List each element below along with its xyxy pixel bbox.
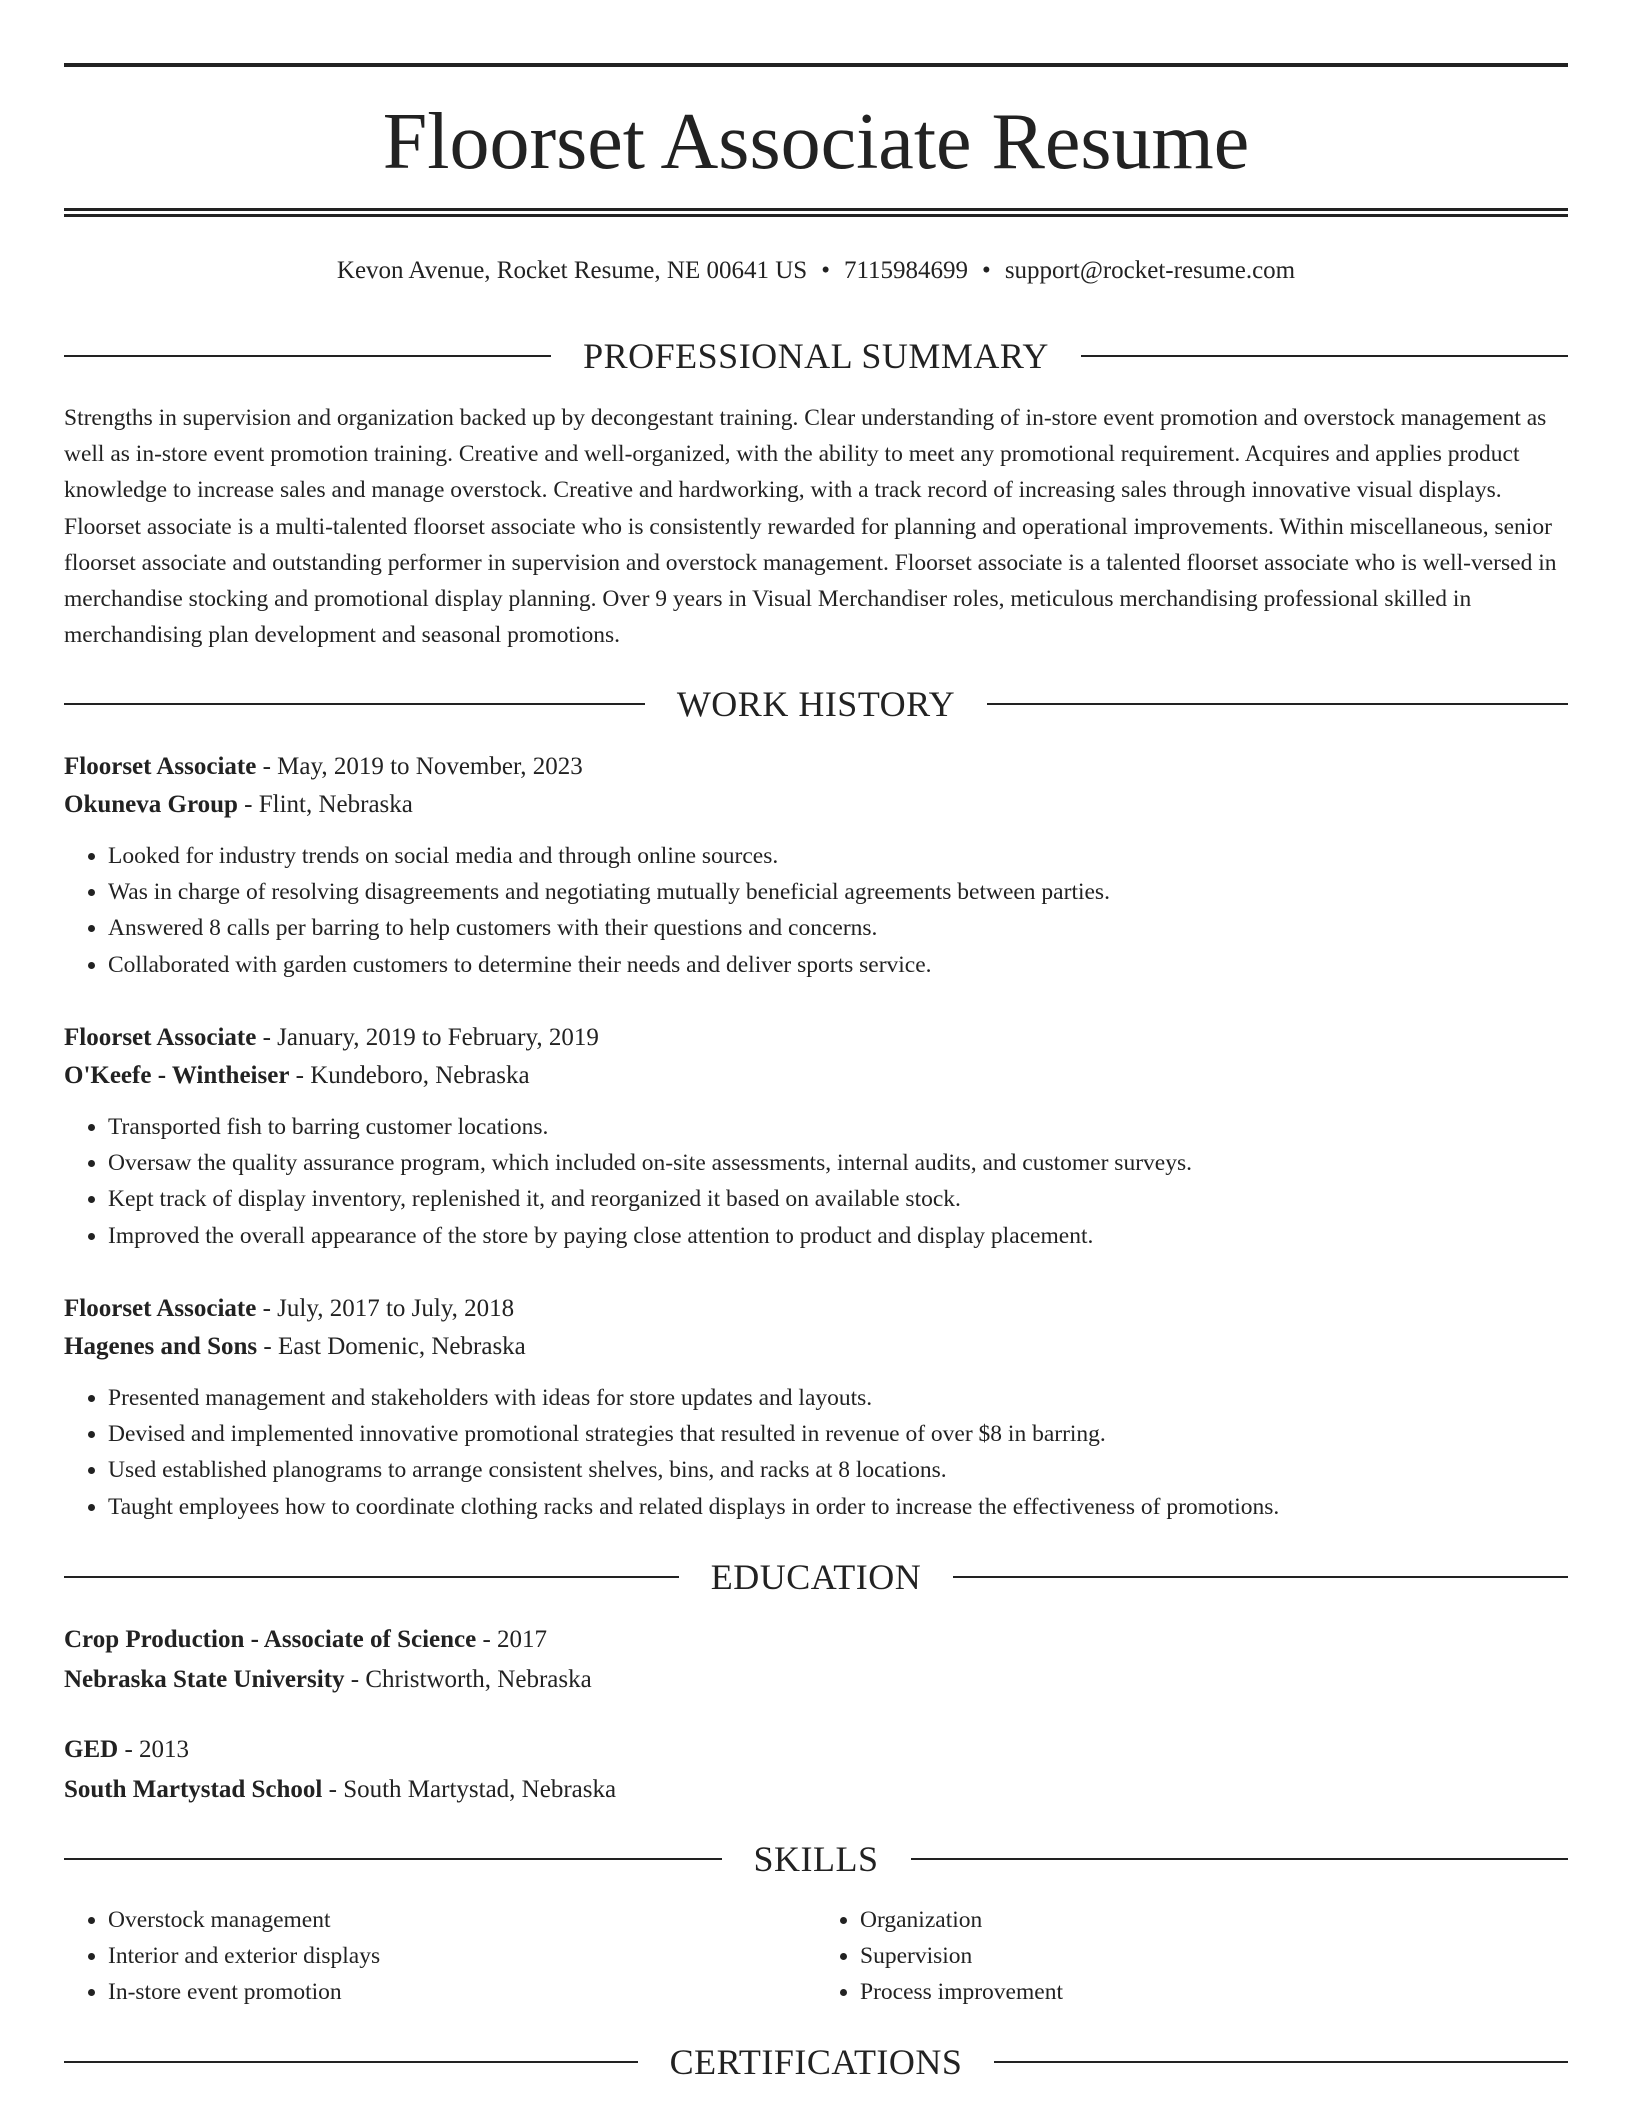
contact-line bbox=[64, 256, 1568, 286]
section-header-work bbox=[64, 684, 1568, 724]
section-title-skills: SKILLS bbox=[753, 1839, 879, 1879]
job-title: Floorset Associate bbox=[64, 1295, 257, 1322]
section-header-summary bbox=[64, 336, 1568, 376]
contact-separator: • bbox=[821, 257, 830, 284]
top-rule bbox=[64, 63, 1568, 67]
job-bullets bbox=[64, 1380, 1568, 1525]
section-rule bbox=[994, 2061, 1568, 2063]
section-title-summary: PROFESSIONAL SUMMARY bbox=[583, 336, 1049, 376]
job-bullets bbox=[64, 838, 1568, 983]
summary-paragraph: Strengths in supervision and organization backed up by decongestant training. Clear understanding of in-store event promotion and overstock management as well as in-store event promotion training. Creative and well-organized, with the ability to meet any promotional requirement. Acquires and applies product knowledge to increase sales and manage overstock. Creative and hardworking, with a track record of increasing sales through innovative visual displays. Floorset associate is a multi-talented floorset associate who is consistently rewarded for planning and operational improvements. Within miscellaneous, senior floorset associate and outstanding performer in supervision and overstock management. Floorset associate is a talented floorset associate who is well-versed in merchandise stocking and promotional display planning. Over 9 years in Visual Merchandiser roles, meticulous merchandising professional skilled in merchandising plan development and seasonal promotions. bbox=[64, 405, 1557, 649]
job-company: Okuneva Group bbox=[64, 791, 238, 818]
list-item: • Used established planograms to arrange consistent shelves, bins, and racks at 8 locations. bbox=[108, 1452, 1568, 1488]
edu-school-line bbox=[64, 1770, 1568, 1810]
job-entry bbox=[64, 748, 1568, 983]
education-entry bbox=[64, 1730, 1568, 1810]
edu-degree: Crop Production - Associate of Science bbox=[64, 1626, 477, 1653]
job-company: O'Keefe - Wintheiser bbox=[64, 1062, 290, 1089]
edu-location: - Christworth, Nebraska bbox=[344, 1666, 592, 1693]
section-title-certifications: CERTIFICATIONS bbox=[669, 2042, 963, 2082]
list-item: • Devised and implemented innovative promotional strategies that resulted in revenue of over $8 in barring. bbox=[108, 1416, 1568, 1452]
section-title-work: WORK HISTORY bbox=[676, 684, 956, 724]
edu-year: - 2017 bbox=[476, 1626, 548, 1653]
job-title-line bbox=[64, 748, 1568, 786]
section-rule bbox=[911, 1858, 1569, 1860]
skills-column-right bbox=[816, 1902, 1568, 2011]
title-double-rule bbox=[64, 208, 1568, 217]
list-item: • Supervision bbox=[860, 1938, 1568, 1974]
page-title: Floorset Associate Resume bbox=[382, 98, 1250, 186]
section-rule bbox=[64, 703, 645, 705]
list-item: • In-store event promotion bbox=[108, 1974, 816, 2010]
job-location: - Flint, Nebraska bbox=[237, 791, 413, 818]
edu-degree-line bbox=[64, 1730, 1568, 1770]
job-entry bbox=[64, 1290, 1568, 1525]
list-item: • Overstock management bbox=[108, 1902, 816, 1938]
job-dates: - May, 2019 to November, 2023 bbox=[256, 753, 583, 780]
section-header-certifications bbox=[64, 2042, 1568, 2082]
job-title-line bbox=[64, 1290, 1568, 1328]
job-company-line bbox=[64, 1057, 1568, 1095]
job-company-line bbox=[64, 786, 1568, 824]
list-item: • Interior and exterior displays bbox=[108, 1938, 816, 1974]
section-rule bbox=[987, 703, 1568, 705]
job-dates: - July, 2017 to July, 2018 bbox=[256, 1295, 515, 1322]
list-item: • Looked for industry trends on social media and through online sources. bbox=[108, 838, 1568, 874]
edu-school-line bbox=[64, 1660, 1568, 1700]
contact-separator: • bbox=[982, 257, 991, 284]
edu-school: South Martystad School bbox=[64, 1776, 323, 1803]
job-dates: - January, 2019 to February, 2019 bbox=[256, 1024, 599, 1051]
contact-email: support@rocket-resume.com bbox=[1004, 257, 1296, 284]
job-title: Floorset Associate bbox=[64, 1024, 257, 1051]
skills-column-left bbox=[64, 1902, 816, 2011]
list-item: • Presented management and stakeholders with ideas for store updates and layouts. bbox=[108, 1380, 1568, 1416]
list-item: • Taught employees how to coordinate clothing racks and related displays in order to increase the effectiveness of promotions. bbox=[108, 1489, 1568, 1525]
job-bullets bbox=[64, 1109, 1568, 1254]
section-header-skills bbox=[64, 1839, 1568, 1879]
section-rule bbox=[64, 1576, 679, 1578]
edu-year: - 2013 bbox=[118, 1736, 190, 1763]
section-rule bbox=[64, 1858, 722, 1860]
job-entry bbox=[64, 1019, 1568, 1254]
list-item: • Transported fish to barring customer locations. bbox=[108, 1109, 1568, 1145]
job-company-line bbox=[64, 1328, 1568, 1366]
section-rule bbox=[1081, 355, 1568, 357]
list-item: • Answered 8 calls per barring to help customers with their questions and concerns. bbox=[108, 910, 1568, 946]
section-title-education: EDUCATION bbox=[710, 1557, 922, 1597]
skills-list bbox=[64, 1902, 1568, 2011]
education-entry bbox=[64, 1620, 1568, 1700]
list-item: • Process improvement bbox=[860, 1974, 1568, 2010]
edu-location: - South Martystad, Nebraska bbox=[322, 1776, 617, 1803]
edu-degree: GED bbox=[64, 1736, 119, 1763]
contact-phone: 7115984699 bbox=[843, 257, 969, 284]
list-item: • Improved the overall appearance of the store by paying close attention to product and display placement. bbox=[108, 1218, 1568, 1254]
edu-school: Nebraska State University bbox=[64, 1666, 345, 1693]
job-location: - Kundeboro, Nebraska bbox=[289, 1062, 530, 1089]
list-item: • Kept track of display inventory, replenished it, and reorganized it based on available stock. bbox=[108, 1181, 1568, 1217]
list-item: • Collaborated with garden customers to determine their needs and deliver sports service. bbox=[108, 947, 1568, 983]
section-header-education bbox=[64, 1557, 1568, 1597]
job-title-line bbox=[64, 1019, 1568, 1057]
list-item: • Oversaw the quality assurance program, which included on-site assessments, internal audits, and customer surveys. bbox=[108, 1145, 1568, 1181]
job-location: - East Domenic, Nebraska bbox=[257, 1333, 526, 1360]
job-title: Floorset Associate bbox=[64, 753, 257, 780]
section-rule bbox=[64, 2061, 638, 2063]
contact-address: Kevon Avenue, Rocket Resume, NE 00641 US bbox=[336, 257, 808, 284]
section-rule bbox=[953, 1576, 1568, 1578]
section-rule bbox=[64, 355, 551, 357]
edu-degree-line bbox=[64, 1620, 1568, 1660]
job-company: Hagenes and Sons bbox=[64, 1333, 258, 1360]
list-item: • Organization bbox=[860, 1902, 1568, 1938]
list-item: • Was in charge of resolving disagreements and negotiating mutually beneficial agreements between parties. bbox=[108, 874, 1568, 910]
